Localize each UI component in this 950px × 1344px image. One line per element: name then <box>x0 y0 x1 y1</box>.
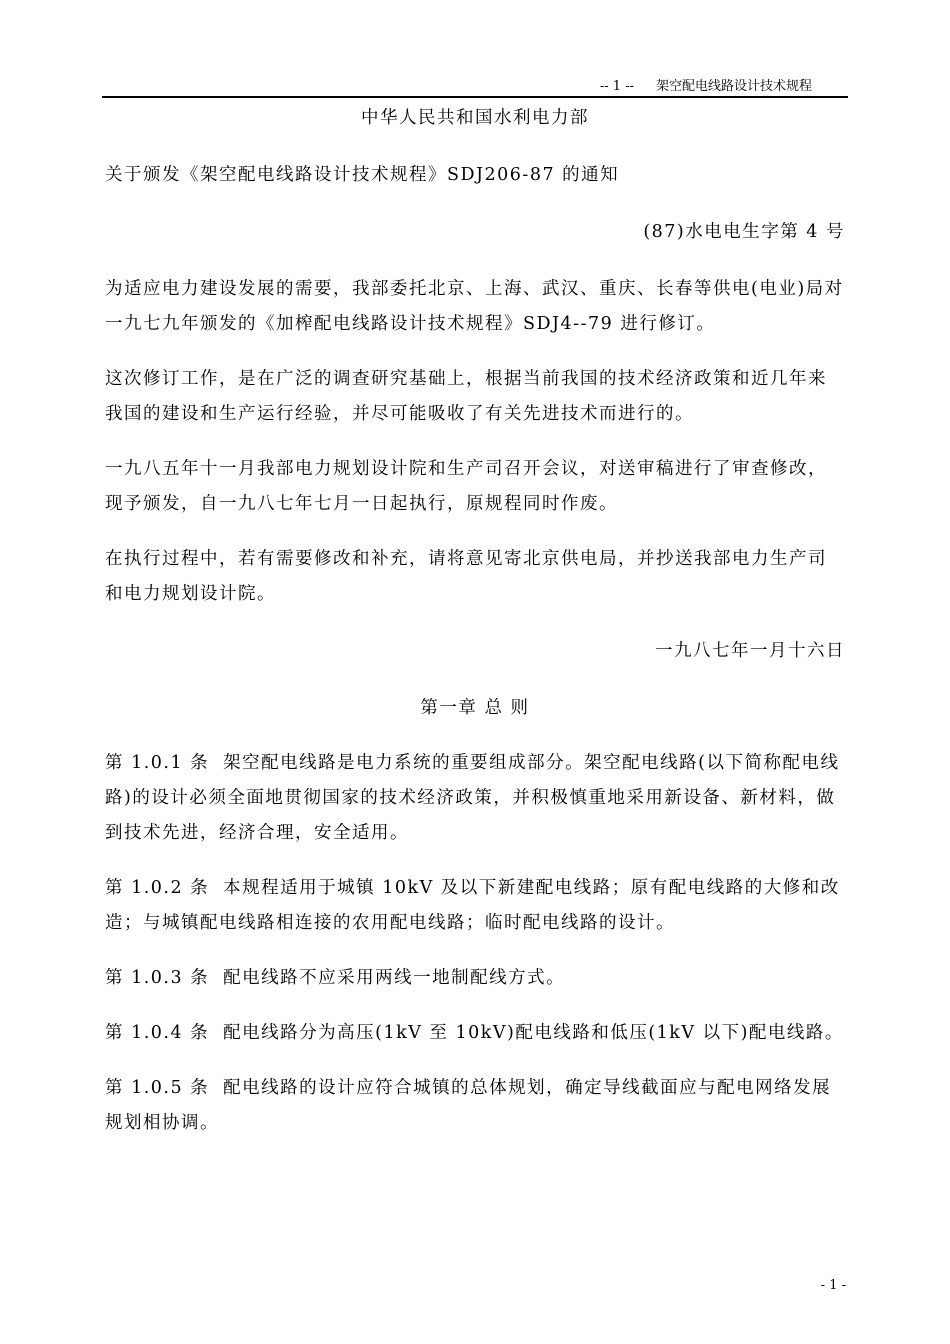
article-text: 本规程适用于城镇 10kV 及以下新建配电线路；原有配电线路的大修和改造；与城镇配电线路相连接的农用配电线路；临时配电线路的设计。 <box>105 878 840 933</box>
paragraph: 这次修订工作，是在广泛的调查研究基础上，根据当前我国的技术经济政策和近几年来我国的建设和生产运行经验，并尽可能吸收了有关先进技术而进行的。 <box>105 369 827 424</box>
article-text: 架空配电线路是电力系统的重要组成部分。架空配电线路(以下简称配电线路)的设计必须全面地贯彻国家的技术经济政策，并积极慎重地采用新设备、新材料，做到技术先进，经济合理，安全适用。 <box>105 753 840 843</box>
issuing-organization: 中华人民共和国水利电力部 <box>361 108 589 128</box>
chapter-heading: 第一章 总 则 <box>420 698 530 718</box>
article-text: 配电线路不应采用两线一地制配线方式。 <box>223 968 566 988</box>
page-footer-number: - 1 - <box>820 1278 846 1293</box>
article-number: 第 1.0.2 条 <box>105 878 210 898</box>
article <box>105 1016 845 1051</box>
header-page-number: -- 1 -- <box>599 79 634 94</box>
article-number: 第 1.0.4 条 <box>105 1023 210 1043</box>
header-document-title: 架空配电线路设计技术规程 <box>655 79 812 94</box>
document-body <box>105 100 845 1141</box>
notice-title: 关于颁发《架空配电线路设计技术规程》SDJ206-87 的通知 <box>105 165 620 185</box>
article <box>105 871 845 941</box>
paragraph: 一九八五年十一月我部电力规划设计院和生产司召开会议，对送审稿进行了审查修改，现予颁发，自一九八七年七月一日起执行，原规程同时作废。 <box>105 459 827 514</box>
paragraph: 在执行过程中，若有需要修改和补充，请将意见寄北京供电局，并抄送我部电力生产司和电力规划设计院。 <box>105 549 827 604</box>
article-text: 配电线路的设计应符合城镇的总体规划，确定导线截面应与配电网络发展规划相协调。 <box>105 1078 832 1133</box>
issue-date: 一九八七年一月十六日 <box>655 641 845 661</box>
article-number: 第 1.0.1 条 <box>105 753 210 773</box>
article <box>105 1071 845 1141</box>
article <box>105 961 845 996</box>
article-text: 配电线路分为高压(1kV 至 10kV)配电线路和低压(1kV 以下)配电线路。 <box>223 1023 844 1043</box>
article-number: 第 1.0.5 条 <box>105 1078 210 1098</box>
article <box>105 746 845 851</box>
paragraph: 为适应电力建设发展的需要，我部委托北京、上海、武汉、重庆、长春等供电(电业)局对一九七九年颁发的《加榨配电线路设计技术规程》SDJ4--79 进行修订。 <box>105 279 844 334</box>
document-number: (87)水电电生字第 4 号 <box>643 222 845 242</box>
page-header <box>102 78 848 96</box>
header-rule <box>102 96 848 98</box>
article-number: 第 1.0.3 条 <box>105 968 210 988</box>
